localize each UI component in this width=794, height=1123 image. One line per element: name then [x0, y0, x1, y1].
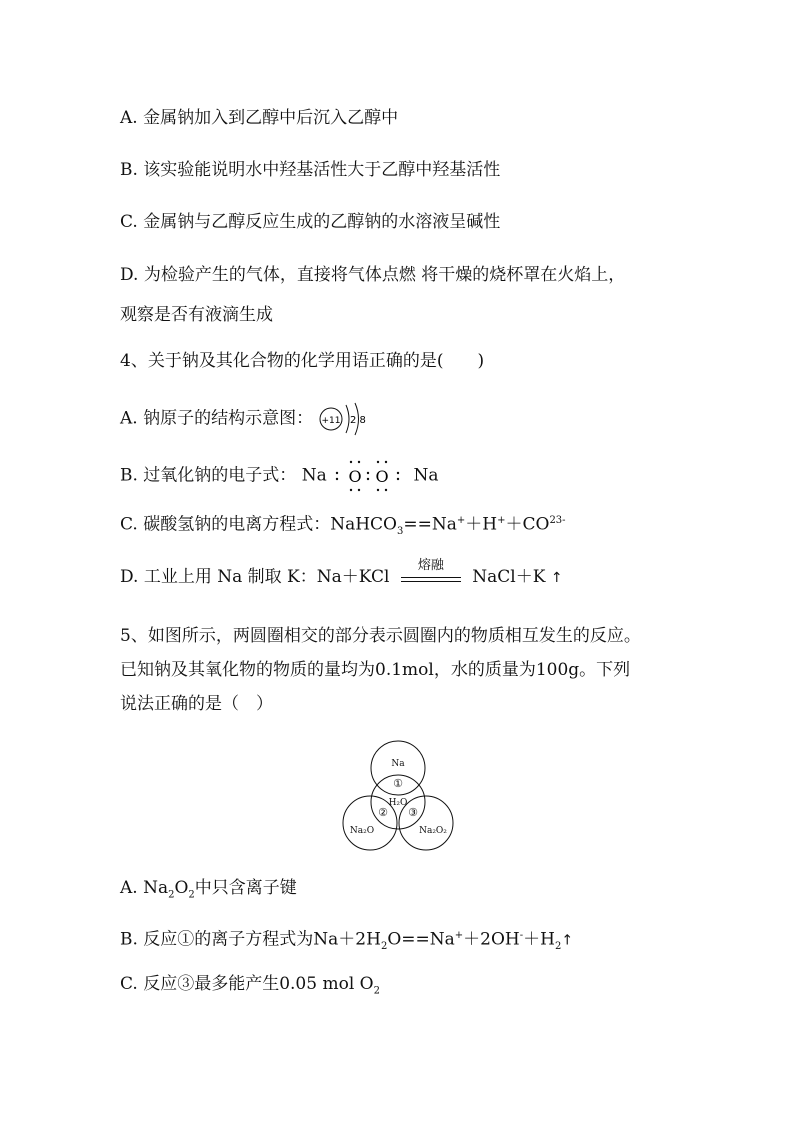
oxygen-1: O	[348, 467, 362, 486]
option-4d	[120, 558, 563, 589]
condition-label: 熔融	[417, 558, 444, 573]
atom-structure-diagram	[319, 402, 367, 436]
label-h2o: H₂O	[388, 798, 408, 808]
sub-b2: 2	[554, 941, 562, 953]
eq-na: ==Na	[403, 514, 457, 535]
option-5c	[120, 973, 380, 1002]
option-3b: B. 该实验能说明水中羟基活性大于乙醇中羟基活性	[120, 160, 501, 180]
sub-a2: 2	[188, 889, 195, 901]
option-5b	[120, 925, 573, 958]
sub-b1: 2	[380, 941, 388, 953]
option-3d-line2: 观察是否有液滴生成	[120, 305, 273, 325]
option-3c: C. 金属钠与乙醇反应生成的乙醇钠的水溶液呈碱性	[120, 212, 501, 232]
option-5b-mid: O==Na	[387, 929, 455, 950]
option-5c-pre: C. 反应③最多能产生0.05 mol O	[120, 974, 374, 994]
option-4a	[120, 402, 367, 436]
gas-arrow-icon: ↑	[561, 932, 574, 949]
question-4-stem: 4、关于钠及其化合物的化学用语正确的是( )	[120, 351, 485, 371]
option-4d-text: D. 工业上用 Na 制取 K：Na＋KCl	[120, 567, 390, 587]
gas-arrow-icon: ↑	[550, 570, 563, 586]
option-5a-post: 中只含离子键	[194, 878, 297, 898]
option-5b-pre: B. 反应①的离子方程式为Na＋2H	[120, 929, 381, 950]
na-left: Na	[301, 465, 327, 486]
question-5-stem-2: 已知钠及其氧化物的物质的量均为0.1mol，水的质量为100g。下列	[120, 660, 631, 680]
label-na: Na	[391, 759, 405, 769]
option-4c-text: C. 碳酸氢钠的电离方程式：NaHCO	[120, 514, 397, 535]
sup-plus: +	[456, 515, 466, 526]
na-right: Na	[413, 465, 439, 486]
sub-3: 3	[397, 526, 404, 538]
electron-dot-structure	[332, 459, 408, 493]
option-5a	[120, 877, 297, 906]
option-4b	[120, 459, 439, 493]
option-4a-text: A. 钠原子的结构示意图：	[120, 408, 314, 429]
option-3a: A. 金属钠加入到乙醇中后沉入乙醇中	[120, 108, 399, 128]
sup-h-plus: +	[497, 515, 506, 526]
sup-co-charge: 23-	[549, 515, 566, 526]
option-5b-mid2: ＋2OH	[463, 929, 520, 950]
nucleus-label: +11	[321, 416, 340, 426]
reaction-1-marker: ①	[393, 777, 403, 790]
shell-electrons: 2 8	[349, 415, 366, 426]
label-na2o: Na₂O	[349, 826, 375, 836]
reaction-3-marker: ③	[408, 806, 418, 819]
option-4b-text: B. 过氧化钠的电子式：	[120, 465, 297, 486]
condition-equals-bar	[401, 577, 461, 582]
reaction-condition	[401, 558, 461, 582]
option-4c	[120, 510, 566, 543]
sub-a1: 2	[168, 889, 175, 901]
sub-c: 2	[373, 985, 380, 997]
venn-reaction-diagram	[338, 738, 458, 853]
option-5a-pre: A. Na	[120, 878, 169, 898]
plus-h: ＋H	[465, 514, 498, 535]
label-na2o2: Na₂O₂	[419, 826, 447, 836]
plus-co: ＋CO	[505, 514, 550, 535]
option-5b-mid3: ＋H	[523, 929, 555, 950]
sup-b1: +	[454, 930, 464, 941]
question-5-stem-3: 说法正确的是（ ）	[120, 694, 273, 714]
option-3d-line1: D. 为检验产生的气体，直接将气体点燃 将干燥的烧杯罩在火焰上，	[120, 265, 626, 285]
reaction-2-marker: ②	[378, 806, 388, 819]
option-5a-mid: O	[174, 878, 189, 898]
option-4d-products: NaCl＋K	[472, 567, 546, 587]
sup-b2: -	[519, 930, 524, 941]
oxygen-2: O	[375, 467, 389, 486]
question-5-stem-1: 5、如图所示，两圆圈相交的部分表示圆圈内的物质相互发生的反应。	[120, 626, 641, 646]
